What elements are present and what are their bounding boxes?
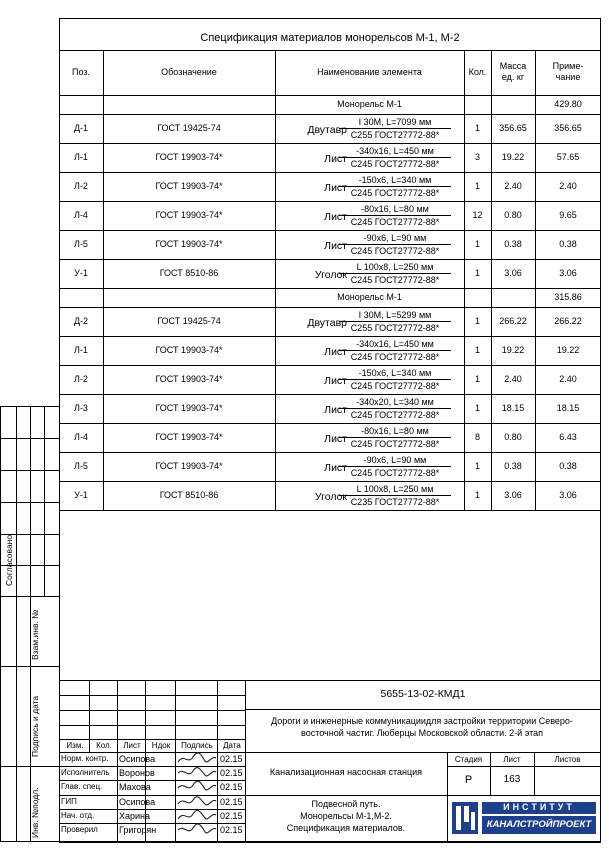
row-gost: ГОСТ 8510-86 (159, 489, 219, 500)
row-profile: -80х16, L=80 мм (361, 426, 429, 436)
row-pos: Л-4 (74, 431, 88, 442)
sheet-title-line-3: Спецификация материалов. (286, 823, 406, 833)
row-gost: ГОСТ 19903-74* (155, 460, 223, 471)
row-type: Лист (324, 210, 347, 223)
row-profile: -150х6, L=340 мм (358, 175, 432, 185)
row-type: Лист (324, 403, 347, 416)
stamp-col-header: Изм. (66, 741, 84, 750)
row-gost: ГОСТ 19903-74* (155, 238, 223, 249)
group-title: Монорельс М-1 (337, 99, 402, 109)
row-profile: -80х16, L=80 мм (361, 204, 429, 214)
stamp-role: Глав. спец. (61, 782, 103, 791)
row-steel: С255 ГОСТ27772-88* (339, 321, 451, 333)
row-note: 9.65 (559, 209, 577, 220)
header-pos: Поз. (72, 66, 90, 77)
logo-line-1: ИНСТИТУТ (503, 802, 575, 812)
row-qty: 1 (474, 238, 480, 249)
row-gost: ГОСТ 19425-74 (157, 315, 221, 326)
row-qty: 1 (474, 489, 480, 500)
table-title: Спецификация материалов монорельсов М-1, М-2 (200, 32, 460, 44)
row-qty: 1 (474, 460, 480, 471)
row-steel: С245 ГОСТ27772-88* (339, 273, 451, 285)
sheet-title-line-2: Монорельсы М-1,М-2. (300, 811, 392, 821)
stamp-person-name: Осипова (119, 754, 156, 764)
row-pos: Д-2 (73, 315, 89, 326)
row-gost: ГОСТ 19903-74* (155, 402, 223, 413)
stage-label: Стадия (454, 755, 483, 764)
row-steel: С245 ГОСТ27772-88* (339, 379, 451, 391)
row-mass: 19.22 (501, 344, 525, 355)
row-qty: 1 (474, 315, 480, 326)
row-gost: ГОСТ 19903-74* (155, 344, 223, 355)
stamp-person-name: Осипова (119, 797, 156, 807)
row-type: Уголок (314, 268, 347, 281)
row-gost: ГОСТ 19903-74* (155, 373, 223, 384)
row-mass: 3.06 (504, 267, 522, 278)
row-profile: -340х16, L=450 мм (356, 339, 434, 349)
header-designation: Обозначение (161, 66, 217, 77)
row-note: 2.40 (559, 373, 577, 384)
row-pos: Л-4 (74, 209, 88, 220)
row-note: 6.43 (559, 431, 577, 442)
side-label-inv-replace: Взам.инв. № (30, 609, 40, 660)
row-mass: 2.40 (504, 180, 522, 191)
row-gost: ГОСТ 19903-74* (155, 151, 223, 162)
row-profile: L 100х8, L=250 мм (356, 262, 434, 272)
document-code: 5655-13-02-КМД1 (380, 688, 466, 700)
row-mass: 356.65 (499, 122, 527, 133)
row-profile: -340х20, L=340 мм (356, 397, 434, 407)
row-qty: 1 (474, 402, 480, 413)
group-total: 315.86 (554, 292, 582, 302)
row-mass: 0.38 (504, 460, 522, 471)
row-type: Уголок (314, 490, 347, 503)
stamp-date: 02.15 (220, 825, 243, 835)
row-steel: С245 ГОСТ27772-88* (339, 186, 451, 198)
row-type: Лист (324, 461, 347, 474)
stamp-role: ГИП (61, 797, 77, 806)
row-note: 0.38 (559, 460, 577, 471)
row-gost: ГОСТ 19425-74 (157, 122, 221, 133)
stamp-role: Норм. контр. (61, 754, 109, 763)
row-steel: С245 ГОСТ27772-88* (339, 215, 451, 227)
sheet-value: 163 (503, 774, 521, 785)
row-profile: L 100х8, L=250 мм (356, 484, 434, 494)
signature-scribble (176, 822, 218, 838)
row-qty: 8 (474, 431, 480, 442)
row-steel: С245 ГОСТ27772-88* (339, 244, 451, 256)
row-note: 3.06 (559, 267, 577, 278)
row-mass: 266.22 (499, 315, 527, 326)
row-mass: 3.06 (504, 489, 522, 500)
stamp-person-name: Воронов (119, 768, 155, 778)
stamp-date: 02.15 (220, 768, 243, 778)
row-profile: I 30М, L=7099 мм (358, 117, 432, 127)
row-type: Двутавр (307, 123, 347, 136)
row-pos: Л-5 (74, 460, 88, 471)
row-pos: У-1 (74, 267, 88, 278)
row-type: Лист (324, 152, 347, 165)
row-profile: -150х6, L=340 мм (358, 368, 432, 378)
side-label-inv-orig: Инв. №подл. (30, 787, 40, 838)
row-pos: Л-1 (74, 344, 88, 355)
row-note: 19.22 (556, 344, 580, 355)
stamp-date: 02.15 (220, 754, 243, 764)
sheets-label: Листов (554, 755, 581, 764)
row-note: 266.22 (554, 315, 582, 326)
row-pos: Л-3 (74, 402, 88, 413)
company-logo (450, 798, 598, 838)
project-description: Дороги и инженерные коммуникациидля застройки территории Северо-восточной частиг. Люберцы Московской области. 2-й этап (271, 716, 573, 738)
header-mass-1: Масса (499, 61, 527, 71)
row-pos: Л-2 (74, 373, 88, 384)
row-pos: У-1 (74, 489, 88, 500)
row-pos: Л-1 (74, 151, 88, 162)
row-type: Лист (324, 239, 347, 252)
stamp-date: 02.15 (220, 797, 243, 807)
stamp-col-header: Лист (123, 741, 141, 750)
row-note: 0.38 (559, 238, 577, 249)
stamp-col-header: Подпись (181, 741, 213, 750)
row-qty: 1 (474, 180, 480, 191)
row-mass: 19.22 (501, 151, 525, 162)
stamp-person-name: Харина (119, 811, 151, 821)
stamp-date: 02.15 (220, 782, 243, 792)
stamp-role: Исполнитель (61, 768, 110, 777)
row-gost: ГОСТ 19903-74* (155, 180, 223, 191)
stamp-role: Проверил (61, 825, 98, 834)
stamp-person-name: Махова (119, 782, 151, 792)
sheet-title-line-1: Подвесной путь. (311, 799, 381, 809)
row-mass: 18.15 (501, 402, 525, 413)
header-mass-2: ед. кг (501, 72, 525, 82)
group-title: Монорельс М-1 (337, 292, 402, 302)
stamp-date: 02.15 (220, 811, 243, 821)
row-pos: Д-1 (73, 122, 89, 133)
row-mass: 2.40 (504, 373, 522, 384)
row-type: Лист (324, 181, 347, 194)
signature-scribble (176, 779, 218, 795)
row-note: 57.65 (556, 151, 580, 162)
stamp-role: Нач. отд. (61, 811, 95, 820)
row-qty: 1 (474, 344, 480, 355)
stamp-person-name: Григорян (119, 825, 157, 835)
row-note: 18.15 (556, 402, 580, 413)
row-gost: ГОСТ 19903-74* (155, 209, 223, 220)
row-note: 3.06 (559, 489, 577, 500)
sheet-label: Лист (503, 755, 521, 764)
stamp-col-header: Кол. (96, 741, 112, 750)
row-qty: 12 (472, 209, 483, 220)
row-profile: -90х6, L=90 мм (363, 233, 427, 243)
row-qty: 3 (474, 151, 480, 162)
row-steel: С245 ГОСТ27772-88* (339, 437, 451, 449)
object-name: Канализационная насосная станция (269, 767, 423, 777)
logo-line-2: КАНАЛСТРОЙПРОЕКТ (486, 819, 592, 830)
row-type: Лист (324, 432, 347, 445)
row-type: Лист (324, 374, 347, 387)
row-pos: Л-2 (74, 180, 88, 191)
side-label-sign-date: Подпись и дата (30, 695, 40, 757)
row-qty: 1 (474, 267, 480, 278)
row-note: 356.65 (554, 122, 582, 133)
row-steel: С245 ГОСТ27772-88* (339, 466, 451, 478)
row-profile: -90х6, L=90 мм (363, 455, 427, 465)
header-name: Наименование элемента (317, 66, 422, 77)
row-steel: С245 ГОСТ27772-88* (339, 350, 451, 362)
row-steel: С255 ГОСТ27772-88* (339, 128, 451, 140)
row-type: Лист (324, 345, 347, 358)
group-total: 429.80 (554, 99, 582, 109)
stage-value: Р (464, 774, 473, 786)
row-profile: I 30М, L=5299 мм (358, 310, 432, 320)
row-pos: Л-5 (74, 238, 88, 249)
side-label-agreed: Согласовано (4, 534, 14, 586)
header-note-1: Приме- (552, 61, 584, 71)
stamp-col-header: Дата (223, 741, 241, 750)
header-qty: Кол. (468, 66, 487, 77)
row-mass: 0.38 (504, 238, 522, 249)
row-type: Двутавр (307, 316, 347, 329)
row-profile: -340х16, L=450 мм (356, 146, 434, 156)
row-gost: ГОСТ 8510-86 (159, 267, 219, 278)
row-note: 2.40 (559, 180, 577, 191)
stamp-col-header: Ндок (151, 741, 171, 750)
row-steel: С245 ГОСТ27772-88* (339, 157, 451, 169)
row-qty: 1 (474, 373, 480, 384)
header-note-2: чание (555, 72, 581, 82)
row-mass: 0.80 (504, 431, 522, 442)
row-qty: 1 (474, 122, 480, 133)
row-mass: 0.80 (504, 209, 522, 220)
row-gost: ГОСТ 19903-74* (155, 431, 223, 442)
row-steel: С235 ГОСТ27772-88* (339, 495, 451, 507)
row-steel: С245 ГОСТ27772-88* (339, 408, 451, 420)
